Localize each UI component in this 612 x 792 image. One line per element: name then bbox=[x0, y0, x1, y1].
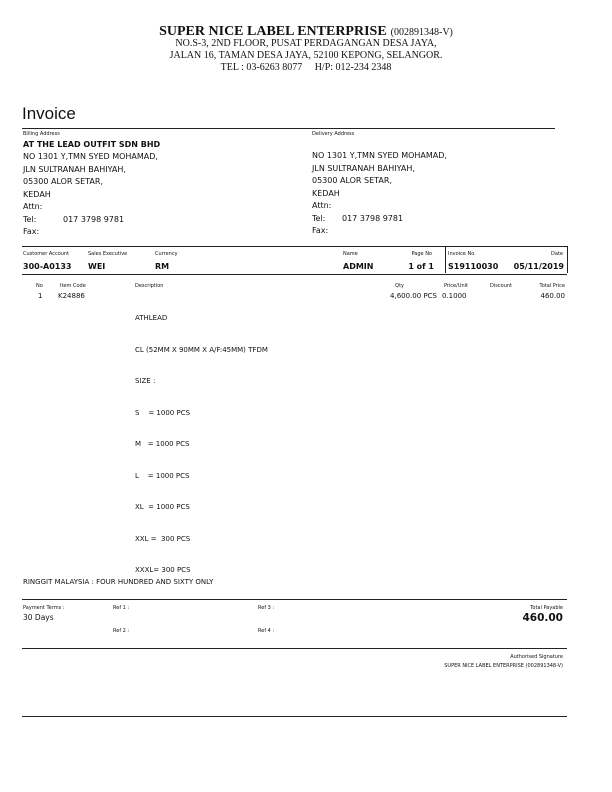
invoice-date: 05/11/2019 bbox=[513, 262, 564, 271]
meta-bottom-rule bbox=[22, 274, 567, 275]
delivery-tel: 017 3798 9781 bbox=[342, 213, 404, 223]
billing-address bbox=[23, 131, 303, 239]
item-description bbox=[135, 292, 268, 597]
item-price: 0.1000 bbox=[442, 292, 467, 300]
billing-address-label: Billing Address bbox=[23, 131, 60, 137]
company-address-1: NO.S-3, 2ND FLOOR, PUSAT PERDAGANGAN DESA JAYA, bbox=[175, 38, 437, 49]
description-line: L = 1000 PCS bbox=[135, 471, 190, 480]
billing-tel-row bbox=[23, 214, 303, 227]
col-description: Description bbox=[135, 283, 164, 289]
currency: RM bbox=[155, 262, 170, 271]
ref1-label: Ref 1 : bbox=[113, 605, 130, 611]
company-phone: TEL : 03-6263 8077 H/P: 012-234 2348 bbox=[220, 62, 392, 73]
customer-account: 300-A0133 bbox=[23, 262, 72, 271]
delivery-attn-label: Attn: bbox=[312, 201, 332, 210]
name-value: ADMIN bbox=[343, 262, 374, 271]
description-line: CL (52MM X 90MM X A/F:45MM) TFDM bbox=[135, 345, 268, 354]
billing-attn-label: Attn: bbox=[23, 202, 43, 211]
col-qty: Qty bbox=[395, 283, 404, 289]
delivery-line: NO 1301 Y,TMN SYED MOHAMAD, bbox=[312, 151, 447, 160]
description-line: XXL = 300 PCS bbox=[135, 534, 191, 543]
ref2-label: Ref 2 : bbox=[113, 628, 130, 634]
delivery-line: JLN SULTRANAH BAHIYAH, bbox=[312, 163, 415, 173]
billing-tel: 017 3798 9781 bbox=[63, 214, 125, 224]
table-row bbox=[22, 292, 567, 574]
page-no-label: Page No bbox=[411, 251, 432, 257]
date-label: Date bbox=[551, 251, 563, 257]
customer-account-label: Customer Account bbox=[23, 251, 70, 257]
col-no: No bbox=[36, 283, 43, 289]
col-total: Total Price bbox=[539, 283, 565, 289]
col-discount: Discount bbox=[490, 283, 512, 289]
billing-line: 05300 ALOR SETAR, bbox=[23, 177, 104, 186]
billing-line: NO 1301 Y,TMN SYED MOHAMAD, bbox=[23, 152, 158, 161]
description-line: XL = 1000 PCS bbox=[135, 503, 190, 511]
billing-line: KEDAH bbox=[23, 189, 51, 199]
company-address-2: JALAN 16, TAMAN DESA JAYA, 52100 KEPONG, SELANGOR. bbox=[169, 50, 443, 61]
authorised-company: SUPER NICE LABEL ENTERPRISE (002891348-V) bbox=[444, 663, 563, 669]
delivery-address bbox=[312, 131, 572, 238]
item-total: 460.00 bbox=[540, 292, 565, 300]
total-payable: 460.00 bbox=[522, 612, 563, 624]
sales-exec: WEI bbox=[88, 262, 106, 271]
currency-label: Currency bbox=[155, 251, 178, 257]
item-no: 1 bbox=[38, 292, 43, 300]
invoice-no-label: Invoice No. bbox=[448, 251, 476, 257]
ref4-label: Ref 4 : bbox=[258, 628, 275, 634]
delivery-tel-label: Tel: bbox=[312, 213, 326, 223]
billing-tel-label: Tel: bbox=[23, 214, 37, 224]
billing-fax-label: Fax: bbox=[23, 227, 40, 236]
billing-line: JLN SULTRANAH BAHIYAH, bbox=[23, 164, 126, 174]
title-rule bbox=[22, 128, 555, 129]
bottom-rule bbox=[22, 716, 567, 717]
description-line: M = 1000 PCS bbox=[135, 440, 190, 448]
footer-rule bbox=[22, 648, 567, 649]
sales-exec-label: Sales Executive bbox=[88, 251, 128, 257]
company-reg-no: (002891348-V) bbox=[390, 27, 453, 38]
name-label: Name bbox=[343, 251, 358, 257]
ref3-label: Ref 3 : bbox=[258, 605, 275, 611]
col-item-code: Item Code bbox=[60, 283, 86, 289]
invoice-no: S19110030 bbox=[448, 262, 499, 271]
description-line: S = 1000 PCS bbox=[135, 408, 191, 417]
description-line: ATHLEAD bbox=[135, 314, 168, 322]
payment-terms: 30 Days bbox=[23, 613, 54, 622]
page-no: 1 of 1 bbox=[408, 262, 434, 271]
total-payable-label: Total Payable bbox=[530, 605, 563, 611]
company-name: SUPER NICE LABEL ENTERPRISE bbox=[159, 24, 387, 39]
amount-in-words: RINGGIT MALAYSIA : FOUR HUNDRED AND SIXTY ONLY bbox=[23, 578, 214, 586]
delivery-address-label: Delivery Address bbox=[312, 131, 355, 137]
description-line: XXXL= 300 PCS bbox=[135, 566, 191, 574]
authorised-signature-label: Authorised Signature bbox=[510, 654, 563, 660]
description-line: SIZE : bbox=[135, 377, 156, 385]
item-qty: 4,600.00 PCS bbox=[390, 292, 437, 300]
words-rule bbox=[22, 599, 567, 600]
payment-terms-label: Payment Terms : bbox=[23, 605, 65, 611]
col-price: Price/Unit bbox=[443, 283, 468, 289]
delivery-tel-row bbox=[312, 213, 572, 226]
delivery-line: 05300 ALOR SETAR, bbox=[312, 176, 393, 185]
page-title: Invoice bbox=[22, 104, 76, 123]
billing-name: AT THE LEAD OUTFIT SDN BHD bbox=[23, 140, 161, 149]
item-code: K24886 bbox=[58, 292, 85, 300]
delivery-fax-label: Fax: bbox=[312, 226, 329, 235]
delivery-line: KEDAH bbox=[312, 188, 340, 198]
